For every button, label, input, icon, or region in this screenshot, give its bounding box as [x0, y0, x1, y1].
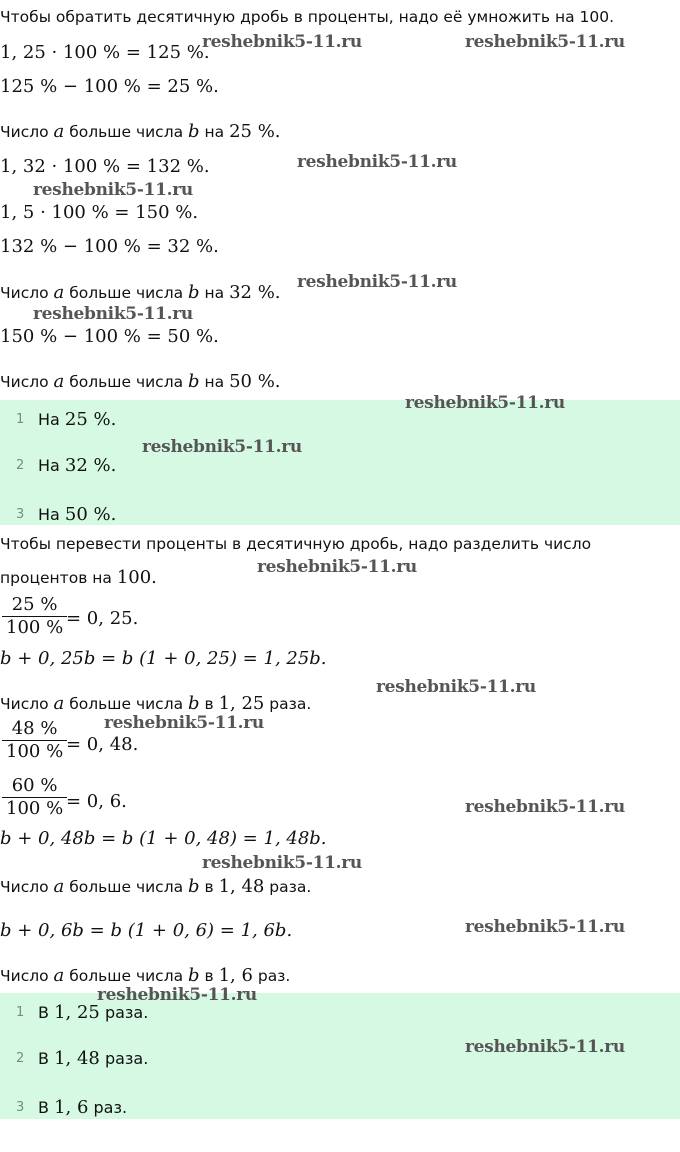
fraction-result: = 0, 48. — [66, 734, 139, 755]
answer-text: На 25 %. — [38, 409, 117, 430]
fraction-result: = 0, 25. — [66, 608, 139, 629]
equation: 132 % − 100 % = 32 %. — [0, 236, 219, 257]
watermark: reshebnik5-11.ru — [297, 152, 457, 172]
conclusion-line: Число a больше числа b на 25 %. — [0, 121, 281, 142]
intro-paragraph-2: Чтобы перевести проценты в десятичную дробь, надо разделить число — [0, 535, 592, 553]
answer-number: 2 — [16, 1051, 25, 1066]
fraction: 25 % 100 % — [2, 594, 67, 639]
conclusion-line: Число a больше числа b на 32 %. — [0, 282, 281, 303]
watermark: reshebnik5-11.ru — [465, 32, 625, 52]
answer-number: 1 — [16, 1005, 25, 1020]
equation: b + 0, 48b = b (1 + 0, 48) = 1, 48b. — [0, 828, 327, 849]
watermark: reshebnik5-11.ru — [104, 713, 264, 733]
conclusion-line: Число a больше числа b на 50 %. — [0, 371, 281, 392]
intro-paragraph-2-cont: процентов на 100. — [0, 567, 157, 588]
answer-text: В 1, 6 раз. — [38, 1097, 128, 1118]
answer-number: 1 — [16, 412, 25, 427]
watermark: reshebnik5-11.ru — [142, 437, 302, 457]
watermark: reshebnik5-11.ru — [297, 272, 457, 292]
watermark: reshebnik5-11.ru — [97, 985, 257, 1005]
fraction: 48 % 100 % — [2, 718, 67, 763]
watermark: reshebnik5-11.ru — [376, 677, 536, 697]
watermark: reshebnik5-11.ru — [405, 393, 565, 413]
answer-number: 3 — [16, 1100, 25, 1115]
watermark: reshebnik5-11.ru — [33, 180, 193, 200]
answer-text: В 1, 48 раза. — [38, 1048, 149, 1069]
equation: 1, 25 · 100 % = 125 %. — [0, 42, 210, 63]
answer-number: 3 — [16, 507, 25, 522]
watermark: reshebnik5-11.ru — [465, 797, 625, 817]
watermark: reshebnik5-11.ru — [465, 1037, 625, 1057]
equation: b + 0, 6b = b (1 + 0, 6) = 1, 6b. — [0, 920, 293, 941]
answer-box-1 — [0, 400, 680, 525]
watermark: reshebnik5-11.ru — [465, 917, 625, 937]
watermark: reshebnik5-11.ru — [202, 853, 362, 873]
answer-number: 2 — [16, 458, 25, 473]
answer-text: На 32 %. — [38, 455, 117, 476]
fraction-result: = 0, 6. — [66, 791, 127, 812]
equation: 150 % − 100 % = 50 %. — [0, 326, 219, 347]
watermark: reshebnik5-11.ru — [257, 557, 417, 577]
equation: 125 % − 100 % = 25 %. — [0, 76, 219, 97]
conclusion-line: Число a больше числа b в 1, 25 раза. — [0, 693, 312, 714]
equation: 1, 5 · 100 % = 150 %. — [0, 202, 199, 223]
answer-text: На 50 %. — [38, 504, 117, 525]
answer-text: В 1, 25 раза. — [38, 1002, 149, 1023]
watermark: reshebnik5-11.ru — [33, 304, 193, 324]
conclusion-line: Число a больше числа b в 1, 6 раз. — [0, 965, 291, 986]
intro-paragraph-1: Чтобы обратить десятичную дробь в проценты, надо её умножить на 100. — [0, 8, 615, 26]
equation: b + 0, 25b = b (1 + 0, 25) = 1, 25b. — [0, 648, 327, 669]
fraction: 60 % 100 % — [2, 775, 67, 820]
watermark: reshebnik5-11.ru — [202, 32, 362, 52]
conclusion-line: Число a больше числа b в 1, 48 раза. — [0, 876, 312, 897]
equation: 1, 32 · 100 % = 132 %. — [0, 156, 210, 177]
